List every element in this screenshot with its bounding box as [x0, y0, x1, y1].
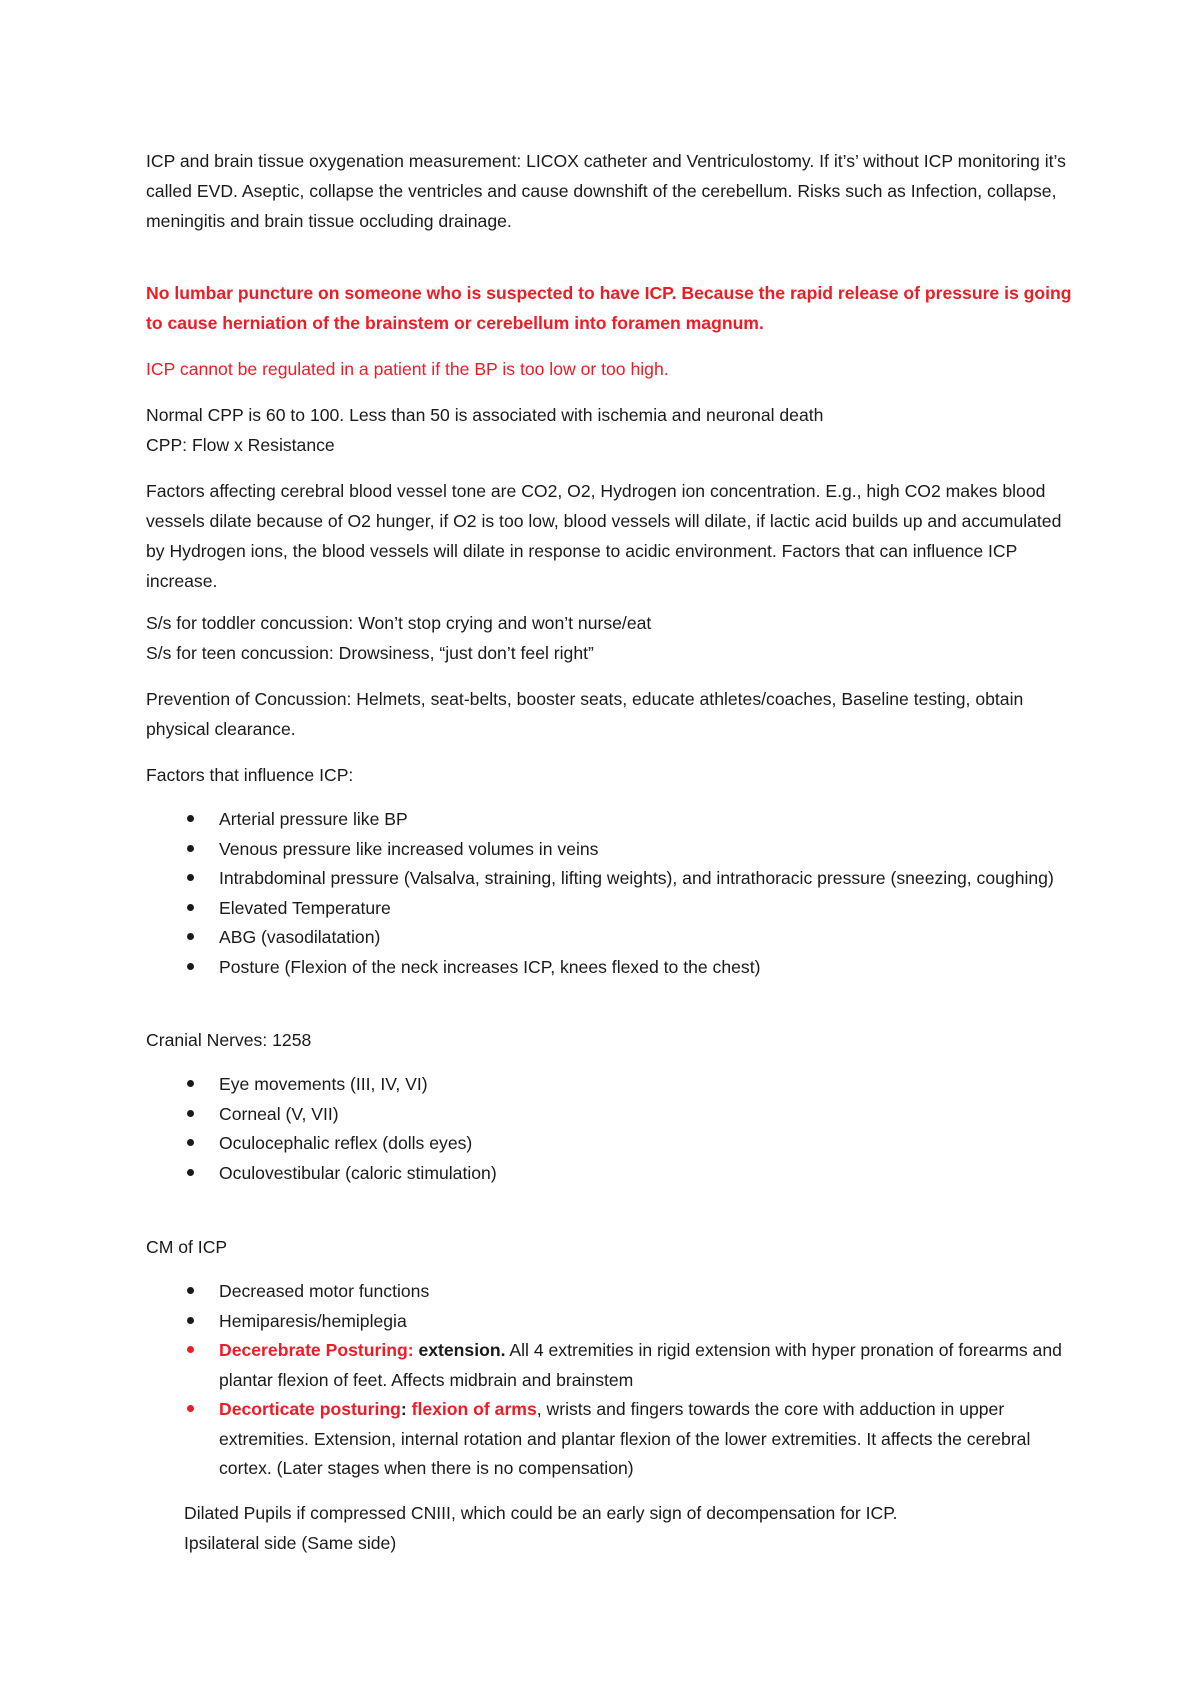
cpp-normal-range: Normal CPP is 60 to 100. Less than 50 is associated with ischemia and neuronal death	[146, 405, 824, 425]
bullet-icon	[187, 1169, 194, 1176]
bullet-icon	[187, 1317, 194, 1324]
bullet-icon	[187, 1287, 194, 1294]
bullet-icon	[187, 1139, 194, 1146]
teen-concussion-signs: S/s for teen concussion: Drowsiness, “just don’t feel right”	[146, 643, 594, 663]
list-item: Corneal (V, VII)	[146, 1100, 1076, 1130]
decorticate-label: Decorticate posturing	[219, 1399, 401, 1419]
list-item: Oculocephalic reflex (dolls eyes)	[146, 1129, 1076, 1159]
decorticate-flexion: flexion of arms	[406, 1399, 537, 1419]
paragraph-cpp	[146, 400, 1076, 460]
list-item: Posture (Flexion of the neck increases ICP, knees flexed to the chest)	[146, 953, 1076, 983]
list-item-decorticate: Decorticate posturing: flexion of arms, wrists and fingers towards the core with adduction in upper extremities. Extension, internal rotation and plantar flexion of the lower extremities. It affects the cerebral cortex. (Later stages when there is no compensation)	[146, 1395, 1076, 1484]
list-item: ABG (vasodilatation)	[146, 923, 1076, 953]
list-icp-factors	[146, 805, 1076, 982]
decerebrate-label: Decerebrate Posturing:	[219, 1340, 414, 1360]
dilated-pupils-text: Dilated Pupils if compressed CNIII, which could be an early sign of decompensation for ICP.	[184, 1503, 898, 1523]
paragraph-concussion-prevention: Prevention of Concussion: Helmets, seat-belts, booster seats, educate athletes/coaches, Baseline testing, obtain physical clearance.	[146, 689, 1024, 739]
paragraph-vessel-tone-factors: Factors affecting cerebral blood vessel tone are CO2, O2, Hydrogen ion concentration. E.g., high CO2 makes blood vessels dilate because of O2 hunger, if O2 is too low, blood vessels will dilate, if lactic acid builds up and accumulated by Hydrogen ions, the blood vessels will dilate in response to acidic environment. Factors that can influence ICP increase.	[146, 481, 1062, 591]
bullet-icon	[187, 904, 194, 911]
list-item: Decreased motor functions	[146, 1277, 1076, 1307]
list-item: Elevated Temperature	[146, 894, 1076, 924]
cpp-formula: CPP: Flow x Resistance	[146, 435, 335, 455]
toddler-concussion-signs: S/s for toddler concussion: Won’t stop crying and won’t nurse/eat	[146, 613, 652, 633]
heading-icp-factors: Factors that influence ICP:	[146, 765, 354, 785]
list-cm-of-icp	[146, 1277, 1076, 1484]
list-item: Intrabdominal pressure (Valsalva, straining, lifting weights), and intrathoracic pressure (sneezing, coughing)	[146, 864, 1076, 894]
list-item: Hemiparesis/hemiplegia	[146, 1307, 1076, 1337]
list-item-decerebrate: Decerebrate Posturing: extension. All 4 extremities in rigid extension with hyper pronation of forearms and plantar flexion of feet. Affects midbrain and brainstem	[146, 1336, 1076, 1395]
list-item: Venous pressure like increased volumes in veins	[146, 835, 1076, 865]
list-item: Eye movements (III, IV, VI)	[146, 1070, 1076, 1100]
bullet-icon	[187, 1080, 194, 1087]
bullet-icon	[187, 1346, 194, 1353]
paragraph-no-lumbar-puncture: No lumbar puncture on someone who is suspected to have ICP. Because the rapid release of pressure is going to cause herniation of the brainstem or cerebellum into foramen magnum.	[146, 283, 1072, 333]
bullet-icon	[187, 1110, 194, 1117]
list-item: Oculovestibular (caloric stimulation)	[146, 1159, 1076, 1189]
ipsilateral-text: Ipsilateral side (Same side)	[184, 1533, 397, 1553]
bullet-icon	[187, 1405, 194, 1412]
heading-cm-of-icp: CM of ICP	[146, 1237, 228, 1257]
list-cranial-nerves	[146, 1070, 1076, 1188]
bullet-icon	[187, 933, 194, 940]
heading-cranial-nerves: Cranial Nerves: 1258	[146, 1030, 312, 1050]
paragraph-dilated-pupils	[184, 1498, 1114, 1558]
paragraph-concussion-signs	[146, 608, 1076, 668]
bullet-icon	[187, 963, 194, 970]
bullet-icon	[187, 845, 194, 852]
decerebrate-extension: extension.	[413, 1340, 506, 1360]
list-item: Arterial pressure like BP	[146, 805, 1076, 835]
paragraph-icp-measurement: ICP and brain tissue oxygenation measurement: LICOX catheter and Ventriculostomy. If it’s’ without ICP monitoring it’s called EVD. Aseptic, collapse the ventricles and cause downshift of the cerebellum. Risks such as Infection, collapse, meningitis and brain tissue occluding drainage.	[146, 151, 1066, 231]
paragraph-bp-regulation: ICP cannot be regulated in a patient if the BP is too low or too high.	[146, 359, 669, 379]
bullet-icon	[187, 815, 194, 822]
bullet-icon	[187, 874, 194, 881]
